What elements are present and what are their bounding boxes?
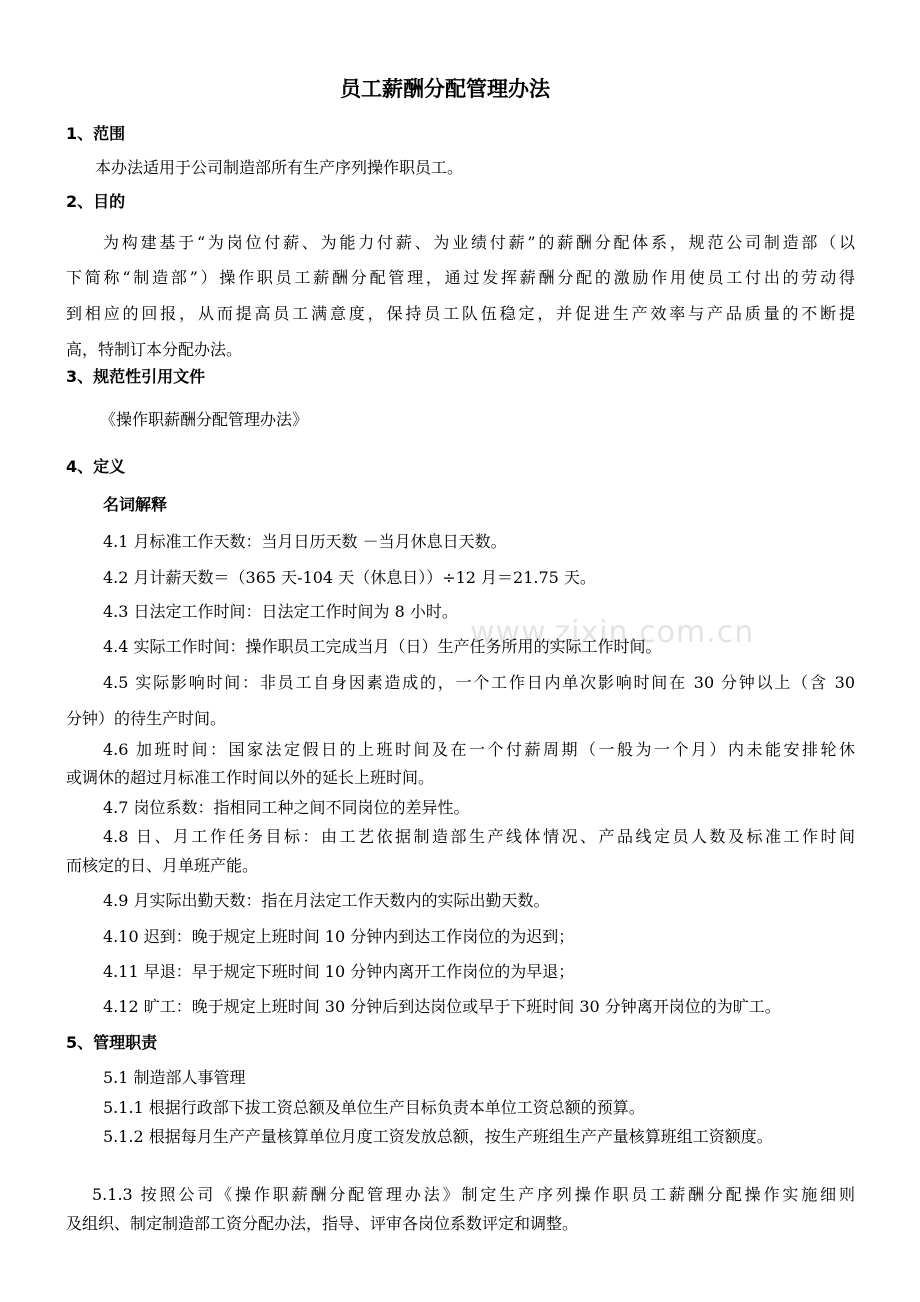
- definition-item: 4.10 迟到：晚于规定上班时间 10 分钟内到达工作岗位的为迟到；: [103, 927, 575, 946]
- definition-item: 4.1 月标准工作天数：当月日历天数 －当月休息日天数。: [103, 532, 507, 551]
- definition-item: 分钟）的待生产时间。: [66, 709, 227, 728]
- definition-item: 而核定的日、月单班产能。: [66, 856, 259, 875]
- section-2-line: 下简称“制造部”）操作职员工薪酬分配管理，通过发挥薪酬分配的激励作用使员工付出的劳动得: [66, 268, 855, 287]
- document-title: 员工薪酬分配管理办法: [340, 77, 550, 101]
- duty-item: 5.1.1 根据行政部下拔工资总额及单位生产目标负责本单位工资总额的预算。: [103, 1098, 645, 1117]
- definition-item: 4.3 日法定工作时间：日法定工作时间为 8 小时。: [103, 602, 458, 621]
- section-1-body: 本办法适用于公司制造部所有生产序列操作职员工。: [95, 158, 464, 177]
- definition-item: 4.2 月计薪天数＝（365 天-104 天（休息日））÷12 月＝21.75 天。: [103, 568, 596, 587]
- section-3-reference: 《操作职薪酬分配管理办法》: [100, 410, 309, 429]
- section-4-subheading: 名词解释: [103, 495, 168, 514]
- section-2-line: 高，特制订本分配办法。: [66, 340, 243, 359]
- section-5-heading: 5、管理职责: [66, 1033, 158, 1052]
- section-1-heading: 1、范围: [66, 124, 126, 143]
- definition-item: 4.8 日、月工作任务目标：由工艺依据制造部生产线体情况、产品线定员人数及标准工作时间: [103, 827, 855, 846]
- section-2-line: 到相应的回报，从而提高员工满意度，保持员工队伍稳定，并促进生产效率与产品质量的不断提: [66, 304, 855, 323]
- duty-item: 5.1 制造部人事管理: [103, 1068, 246, 1087]
- duty-item: 5.1.2 根据每月生产产量核算单位月度工资发放总额，按生产班组生产产量核算班组工资额度。: [103, 1127, 773, 1146]
- definition-item: 4.7 岗位系数：指相同工种之间不同岗位的差异性。: [103, 798, 470, 817]
- definition-item: 或调休的超过月标准工作时间以外的延长上班时间。: [66, 768, 435, 787]
- definition-item: 4.5 实际影响时间：非员工自身因素造成的，一个工作日内单次影响时间在 30 分钟以上（含 30: [103, 673, 855, 692]
- definition-item: 4.9 月实际出勤天数：指在月法定工作天数内的实际出勤天数。: [103, 891, 550, 910]
- definition-item: 4.11 早退：早于规定下班时间 10 分钟内离开工作岗位的为早退；: [103, 962, 575, 981]
- definition-item: 4.12 旷工：晚于规定上班时间 30 分钟后到达岗位或早于下班时间 30 分钟离开岗位的为旷工。: [103, 997, 781, 1016]
- watermark: www.zixin.com.cn: [470, 615, 755, 650]
- definition-item: 4.4 实际工作时间：操作职员工完成当月（日）生产任务所用的实际工作时间。: [103, 637, 662, 656]
- definition-item: 4.6 加班时间：国家法定假日的上班时间及在一个付薪周期（一般为一个月）内未能安排轮休: [103, 740, 855, 759]
- section-2-heading: 2、目的: [66, 192, 126, 211]
- section-3-heading: 3、规范性引用文件: [66, 367, 206, 386]
- section-2-line: 为构建基于“为岗位付薪、为能力付薪、为业绩付薪”的薪酬分配体系，规范公司制造部（以: [103, 233, 855, 252]
- section-4-heading: 4、定义: [66, 457, 126, 476]
- duty-item: 5.1.3 按照公司《操作职薪酬分配管理办法》制定生产序列操作职员工薪酬分配操作实施细则: [92, 1185, 855, 1204]
- duty-item: 及组织、制定制造部工资分配办法，指导、评审各岗位系数评定和调整。: [66, 1214, 579, 1233]
